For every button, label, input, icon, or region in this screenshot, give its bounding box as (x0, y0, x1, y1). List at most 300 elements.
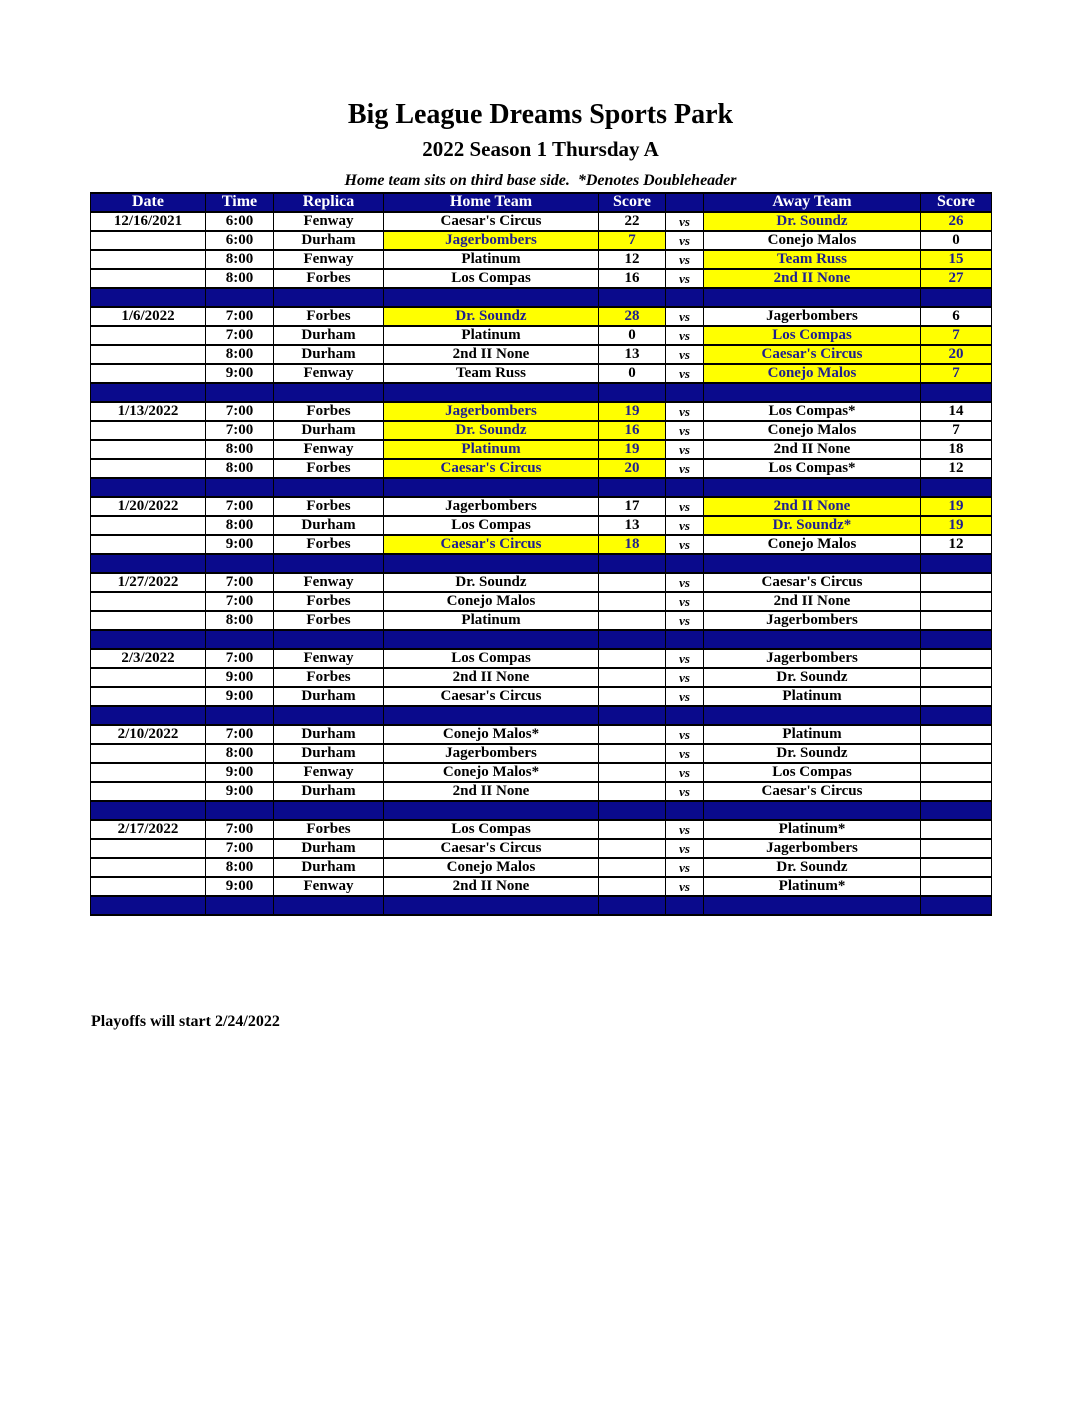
away-team: 2nd II None (704, 497, 921, 516)
game-date: 2/10/2022 (91, 725, 206, 744)
home-score (599, 592, 666, 611)
separator-cell (704, 801, 921, 820)
away-team: Los Compas (704, 326, 921, 345)
game-row (91, 231, 992, 250)
away-team: Dr. Soundz (704, 668, 921, 687)
vs-label: vs (666, 440, 704, 459)
away-score (921, 592, 992, 611)
separator-cell (599, 383, 666, 402)
separator-cell (666, 801, 704, 820)
separator-cell (921, 896, 992, 915)
vs-label: vs (666, 725, 704, 744)
away-team: Conejo Malos (704, 535, 921, 554)
separator-cell (921, 478, 992, 497)
separator-cell (666, 896, 704, 915)
game-replica: Durham (274, 782, 384, 801)
separator-cell (666, 630, 704, 649)
game-date: 1/27/2022 (91, 573, 206, 592)
vs-label: vs (666, 858, 704, 877)
game-replica: Durham (274, 858, 384, 877)
away-team: 2nd II None (704, 440, 921, 459)
game-replica: Fenway (274, 763, 384, 782)
game-replica: Forbes (274, 459, 384, 478)
away-team: Platinum* (704, 820, 921, 839)
home-score (599, 744, 666, 763)
game-row (91, 611, 992, 630)
game-row (91, 250, 992, 269)
game-date (91, 839, 206, 858)
game-time: 8:00 (206, 250, 274, 269)
game-row (91, 573, 992, 592)
game-replica: Durham (274, 839, 384, 858)
game-row (91, 535, 992, 554)
game-replica: Fenway (274, 649, 384, 668)
away-team: Conejo Malos (704, 421, 921, 440)
game-time: 9:00 (206, 763, 274, 782)
home-team: Jagerbombers (384, 402, 599, 421)
separator-cell (274, 801, 384, 820)
away-score (921, 763, 992, 782)
separator-cell (274, 383, 384, 402)
playoffs-note: Playoffs will start 2/24/2022 (91, 1013, 280, 1030)
away-score: 20 (921, 345, 992, 364)
home-team: 2nd II None (384, 668, 599, 687)
game-row (91, 212, 992, 231)
page-title: Big League Dreams Sports Park (347, 99, 734, 130)
home-score (599, 573, 666, 592)
away-team: Dr. Soundz* (704, 516, 921, 535)
game-date (91, 364, 206, 383)
separator-cell (206, 554, 274, 573)
game-row (91, 326, 992, 345)
home-team: Dr. Soundz (384, 421, 599, 440)
away-score (921, 611, 992, 630)
separator-cell (704, 383, 921, 402)
game-replica: Durham (274, 725, 384, 744)
game-date (91, 326, 206, 345)
away-score: 12 (921, 535, 992, 554)
game-row (91, 592, 992, 611)
group-separator-row (91, 801, 992, 820)
home-score (599, 839, 666, 858)
separator-cell (384, 706, 599, 725)
game-date (91, 269, 206, 288)
game-time: 7:00 (206, 326, 274, 345)
game-replica: Forbes (274, 269, 384, 288)
separator-cell (274, 554, 384, 573)
vs-label: vs (666, 364, 704, 383)
home-team: Platinum (384, 326, 599, 345)
game-time: 9:00 (206, 687, 274, 706)
away-score: 12 (921, 459, 992, 478)
separator-cell (599, 801, 666, 820)
home-team: Dr. Soundz (384, 573, 599, 592)
game-date: 12/16/2021 (91, 212, 206, 231)
game-date (91, 421, 206, 440)
home-team: 2nd II None (384, 782, 599, 801)
away-score (921, 820, 992, 839)
away-score: 18 (921, 440, 992, 459)
away-team: Dr. Soundz (704, 858, 921, 877)
game-replica: Fenway (274, 250, 384, 269)
game-date (91, 744, 206, 763)
away-score (921, 782, 992, 801)
vs-label: vs (666, 668, 704, 687)
group-separator-row (91, 288, 992, 307)
separator-cell (91, 801, 206, 820)
game-time: 8:00 (206, 440, 274, 459)
away-team: Los Compas* (704, 459, 921, 478)
separator-cell (921, 383, 992, 402)
away-score (921, 649, 992, 668)
game-replica: Durham (274, 345, 384, 364)
home-score: 0 (599, 364, 666, 383)
away-team: Conejo Malos (704, 231, 921, 250)
game-replica: Durham (274, 744, 384, 763)
game-time: 7:00 (206, 820, 274, 839)
game-row (91, 345, 992, 364)
home-score: 13 (599, 516, 666, 535)
game-date (91, 459, 206, 478)
game-replica: Forbes (274, 668, 384, 687)
separator-cell (921, 630, 992, 649)
home-score: 18 (599, 535, 666, 554)
group-separator-row (91, 896, 992, 915)
away-team: Caesar's Circus (704, 345, 921, 364)
vs-label: vs (666, 269, 704, 288)
game-time: 7:00 (206, 307, 274, 326)
home-team: Los Compas (384, 269, 599, 288)
game-time: 6:00 (206, 212, 274, 231)
game-time: 7:00 (206, 421, 274, 440)
vs-label: vs (666, 402, 704, 421)
separator-cell (921, 706, 992, 725)
separator-cell (384, 478, 599, 497)
col-header-replica: Replica (274, 193, 384, 212)
home-score (599, 725, 666, 744)
separator-cell (599, 630, 666, 649)
separator-cell (704, 630, 921, 649)
separator-cell (704, 288, 921, 307)
separator-cell (206, 383, 274, 402)
game-row (91, 421, 992, 440)
away-score: 7 (921, 326, 992, 345)
vs-label: vs (666, 250, 704, 269)
away-team: Conejo Malos (704, 364, 921, 383)
separator-cell (206, 630, 274, 649)
home-score: 0 (599, 326, 666, 345)
vs-label: vs (666, 535, 704, 554)
game-time: 7:00 (206, 725, 274, 744)
vs-label: vs (666, 497, 704, 516)
home-score (599, 782, 666, 801)
separator-cell (384, 630, 599, 649)
separator-cell (666, 554, 704, 573)
vs-label: vs (666, 687, 704, 706)
separator-cell (666, 706, 704, 725)
separator-cell (384, 383, 599, 402)
game-time: 7:00 (206, 649, 274, 668)
separator-cell (704, 896, 921, 915)
game-date: 1/20/2022 (91, 497, 206, 516)
game-replica: Forbes (274, 611, 384, 630)
separator-cell (921, 554, 992, 573)
home-score (599, 820, 666, 839)
game-row (91, 516, 992, 535)
col-header-away-score: Score (921, 193, 992, 212)
vs-label: vs (666, 744, 704, 763)
vs-label: vs (666, 839, 704, 858)
vs-label: vs (666, 421, 704, 440)
home-team: Team Russ (384, 364, 599, 383)
game-replica: Forbes (274, 497, 384, 516)
home-score: 19 (599, 440, 666, 459)
home-team: Los Compas (384, 820, 599, 839)
home-team: Platinum (384, 250, 599, 269)
separator-cell (274, 706, 384, 725)
col-header-date: Date (91, 193, 206, 212)
away-score (921, 877, 992, 896)
vs-label: vs (666, 877, 704, 896)
separator-cell (274, 896, 384, 915)
home-score (599, 858, 666, 877)
page-subtitle: 2022 Season 1 Thursday A (422, 137, 659, 162)
game-replica: Fenway (274, 440, 384, 459)
separator-cell (704, 706, 921, 725)
away-team: Jagerbombers (704, 611, 921, 630)
separator-cell (206, 706, 274, 725)
game-date: 2/17/2022 (91, 820, 206, 839)
separator-cell (91, 706, 206, 725)
game-row (91, 763, 992, 782)
vs-label: vs (666, 649, 704, 668)
separator-cell (704, 554, 921, 573)
game-replica: Durham (274, 421, 384, 440)
separator-cell (599, 478, 666, 497)
away-team: 2nd II None (704, 592, 921, 611)
game-date: 1/6/2022 (91, 307, 206, 326)
away-score (921, 668, 992, 687)
game-replica: Fenway (274, 364, 384, 383)
col-header-home-score: Score (599, 193, 666, 212)
home-team-note: Home team sits on third base side. *Denotes Doubleheader (344, 172, 737, 190)
game-date (91, 345, 206, 364)
game-date (91, 877, 206, 896)
game-row (91, 459, 992, 478)
home-team: Platinum (384, 440, 599, 459)
game-date (91, 440, 206, 459)
game-time: 8:00 (206, 516, 274, 535)
game-row (91, 877, 992, 896)
game-time: 7:00 (206, 402, 274, 421)
game-replica: Durham (274, 687, 384, 706)
game-row (91, 364, 992, 383)
game-date (91, 231, 206, 250)
page-heading (90, 99, 991, 190)
away-team: Platinum* (704, 877, 921, 896)
separator-cell (206, 288, 274, 307)
separator-cell (91, 630, 206, 649)
away-team: Caesar's Circus (704, 782, 921, 801)
separator-cell (274, 630, 384, 649)
game-date (91, 250, 206, 269)
separator-cell (599, 706, 666, 725)
away-team: Team Russ (704, 250, 921, 269)
separator-cell (704, 478, 921, 497)
home-score: 16 (599, 421, 666, 440)
game-row (91, 649, 992, 668)
game-row (91, 307, 992, 326)
home-team: Caesar's Circus (384, 459, 599, 478)
home-team: Jagerbombers (384, 744, 599, 763)
away-score: 0 (921, 231, 992, 250)
separator-cell (206, 896, 274, 915)
separator-cell (384, 288, 599, 307)
col-header-time: Time (206, 193, 274, 212)
game-row (91, 497, 992, 516)
away-team: Jagerbombers (704, 307, 921, 326)
vs-label: vs (666, 573, 704, 592)
schedule-table (90, 192, 992, 916)
game-replica: Durham (274, 326, 384, 345)
away-team: Dr. Soundz (704, 212, 921, 231)
away-team: Platinum (704, 687, 921, 706)
game-replica: Forbes (274, 592, 384, 611)
home-team: Conejo Malos* (384, 763, 599, 782)
home-score (599, 687, 666, 706)
group-separator-row (91, 383, 992, 402)
separator-cell (91, 554, 206, 573)
away-team: Jagerbombers (704, 839, 921, 858)
home-team: Los Compas (384, 649, 599, 668)
away-score: 19 (921, 497, 992, 516)
away-team: Platinum (704, 725, 921, 744)
home-team: Jagerbombers (384, 497, 599, 516)
away-score: 27 (921, 269, 992, 288)
home-score: 12 (599, 250, 666, 269)
game-date (91, 858, 206, 877)
game-time: 8:00 (206, 269, 274, 288)
home-score: 7 (599, 231, 666, 250)
home-team: Conejo Malos (384, 858, 599, 877)
vs-label: vs (666, 231, 704, 250)
vs-label: vs (666, 782, 704, 801)
separator-cell (384, 801, 599, 820)
separator-cell (599, 896, 666, 915)
separator-cell (91, 288, 206, 307)
separator-cell (91, 896, 206, 915)
home-team: Conejo Malos (384, 592, 599, 611)
game-time: 9:00 (206, 782, 274, 801)
group-separator-row (91, 630, 992, 649)
game-time: 8:00 (206, 858, 274, 877)
away-team: Los Compas (704, 763, 921, 782)
home-team: Caesar's Circus (384, 839, 599, 858)
home-score (599, 877, 666, 896)
home-score (599, 649, 666, 668)
away-score (921, 725, 992, 744)
game-time: 7:00 (206, 573, 274, 592)
home-team: 2nd II None (384, 345, 599, 364)
home-team: Jagerbombers (384, 231, 599, 250)
home-score: 17 (599, 497, 666, 516)
separator-cell (206, 478, 274, 497)
home-team: Caesar's Circus (384, 687, 599, 706)
vs-label: vs (666, 326, 704, 345)
group-separator-row (91, 706, 992, 725)
game-date (91, 535, 206, 554)
vs-label: vs (666, 307, 704, 326)
away-team: Jagerbombers (704, 649, 921, 668)
game-date: 1/13/2022 (91, 402, 206, 421)
game-time: 8:00 (206, 459, 274, 478)
game-time: 8:00 (206, 744, 274, 763)
away-score: 19 (921, 516, 992, 535)
home-score: 22 (599, 212, 666, 231)
away-score (921, 687, 992, 706)
away-score: 6 (921, 307, 992, 326)
home-score: 13 (599, 345, 666, 364)
game-date (91, 668, 206, 687)
game-row (91, 744, 992, 763)
vs-label: vs (666, 459, 704, 478)
vs-label: vs (666, 212, 704, 231)
home-team: Los Compas (384, 516, 599, 535)
game-replica: Fenway (274, 573, 384, 592)
separator-cell (599, 288, 666, 307)
separator-cell (666, 288, 704, 307)
game-date: 2/3/2022 (91, 649, 206, 668)
separator-cell (666, 478, 704, 497)
vs-label: vs (666, 611, 704, 630)
game-date (91, 592, 206, 611)
separator-cell (91, 383, 206, 402)
game-replica: Durham (274, 516, 384, 535)
separator-cell (666, 383, 704, 402)
game-time: 6:00 (206, 231, 274, 250)
home-team: Caesar's Circus (384, 535, 599, 554)
separator-cell (921, 801, 992, 820)
home-score: 16 (599, 269, 666, 288)
game-replica: Forbes (274, 535, 384, 554)
home-score (599, 668, 666, 687)
away-score (921, 573, 992, 592)
home-team: Platinum (384, 611, 599, 630)
separator-cell (274, 288, 384, 307)
game-time: 8:00 (206, 345, 274, 364)
group-separator-row (91, 478, 992, 497)
away-team: 2nd II None (704, 269, 921, 288)
game-row (91, 402, 992, 421)
separator-cell (921, 288, 992, 307)
vs-label: vs (666, 820, 704, 839)
game-date (91, 782, 206, 801)
col-header-vs (666, 193, 704, 212)
game-date (91, 687, 206, 706)
home-score: 28 (599, 307, 666, 326)
game-row (91, 269, 992, 288)
game-row (91, 820, 992, 839)
home-team: Dr. Soundz (384, 307, 599, 326)
game-time: 8:00 (206, 611, 274, 630)
separator-cell (274, 478, 384, 497)
game-time: 7:00 (206, 839, 274, 858)
home-score (599, 763, 666, 782)
vs-label: vs (666, 592, 704, 611)
game-replica: Forbes (274, 307, 384, 326)
game-row (91, 839, 992, 858)
game-date (91, 611, 206, 630)
